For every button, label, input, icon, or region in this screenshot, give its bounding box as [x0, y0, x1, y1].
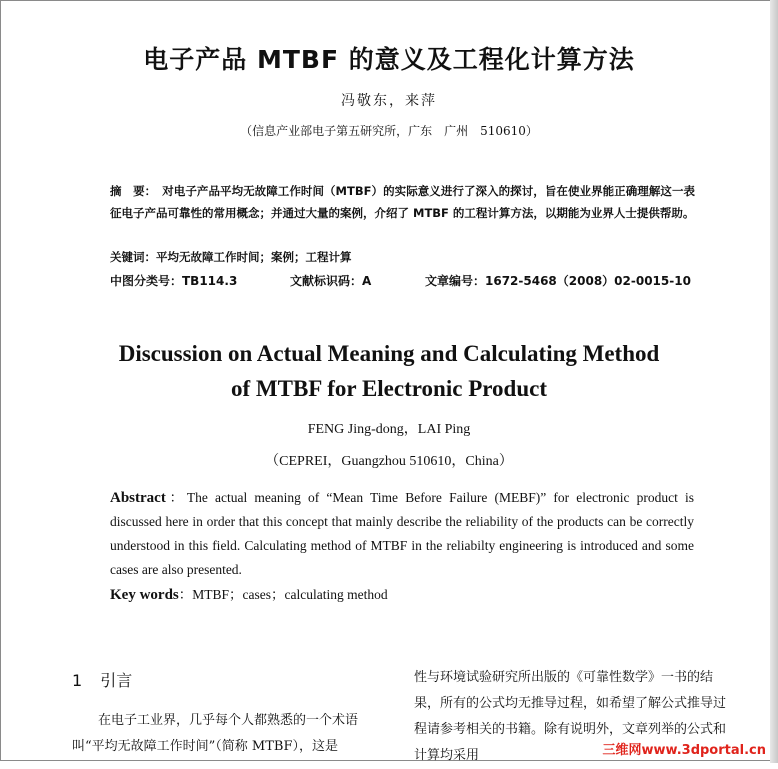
english-abstract-label: Abstract — [110, 490, 166, 506]
english-authors: FENG Jing-dong，LAI Ping — [307, 422, 471, 437]
english-title — [0, 336, 778, 406]
english-title-line1: Discussion on Actual Meaning and Calculating Method — [118, 341, 660, 366]
english-abstract-text: ：The actual meaning of “Mean Time Before Failure (MEBF)” for electronic product is discussed here in order that this concept that mainly describe the reliability of the products can be correctly understood in this field. Calculating method of MTBF in the reliabilty engineering is introduced and some cases are also presented. — [110, 490, 694, 577]
english-keywords — [110, 583, 388, 604]
chinese-abstract-label: 摘 要： — [110, 184, 157, 198]
english-abstract — [110, 486, 694, 582]
chinese-keywords — [110, 249, 352, 265]
english-affiliation: （CEPREI，Guangzhou 510610，China） — [265, 454, 513, 469]
body-column-right: 性与环境试验研究所出版的《可靠性数学》一书的结果，所有的公式均无推导过程，如希望了解公式推导过程请参考相关的书籍。除有说明外，文章列举的公式和计算均采用 — [414, 670, 727, 763]
chinese-authors: 冯敬东，来萍 — [341, 93, 437, 109]
class-number: 中图分类号：TB114.3 — [110, 274, 238, 288]
chinese-affiliation: （信息产业部电子第五研究所，广东 广州 510610） — [240, 124, 538, 138]
body-column-left: 在电子工业界，几乎每个人都熟悉的一个术语叫“平均无故障工作时间”（简称 MTBF），这是 — [72, 713, 359, 754]
article-number: 文章编号：1672-5468（2008）02-0015-10 — [425, 274, 691, 288]
chinese-keywords-text: 平均无故障工作时间；案例；工程计算 — [156, 250, 352, 264]
chinese-title: 电子产品 MTBF 的意义及工程化计算方法 — [143, 45, 635, 74]
chinese-abstract-text: 对电子产品平均无故障工作时间（MTBF）的实际意义进行了深入的探讨，旨在使业界能正确理解这一表征电子产品可靠性的常用概念；并通过大量的案例，介绍了 MTBF 的工程计算方法，以期能为业界人士提供帮助。 — [110, 184, 696, 220]
section-heading — [72, 668, 132, 691]
english-keywords-text: ：MTBF；cases；calculating method — [178, 587, 388, 602]
document-code: 文献标识码：A — [290, 274, 372, 288]
english-title-line2: of MTBF for Electronic Product — [231, 376, 547, 401]
chinese-abstract — [110, 180, 695, 224]
section-title: 引言 — [100, 671, 133, 690]
section-number: 1 — [72, 671, 83, 690]
english-keywords-label: Key words — [110, 587, 179, 603]
chinese-keywords-label: 关键词： — [110, 250, 156, 264]
site-watermark: 三维网www.3dportal.cn — [601, 739, 768, 758]
